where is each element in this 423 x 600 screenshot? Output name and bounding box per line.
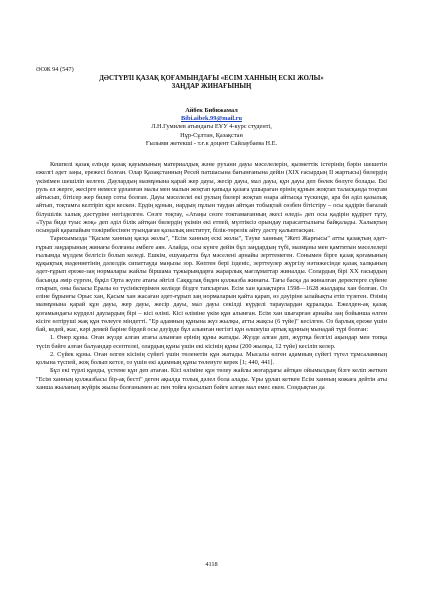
author-affiliation: Л.Н.Гумилев атындағы ЕҰУ 4-курс студенті, (151, 123, 272, 131)
paragraph: Бұл екі түрлі құнды, үстеме құн деп атаған. Кісі өліміне құн төлеу жайлы жоғардағы айтқан ойымыздың бізге келіп жеткен "Есім ханның қолжазбасы бір-ақ бесті" деген ақылда толық дәлел бола алады. Ұры ұрлап кеткен Есім ханның кожаға дейтін аты ханша жыланың жүйрік жылы болғанымен ас пен тойға қосылып бәйге алған мал емес екен. Сондықтан да (36, 367, 387, 391)
author-email-link[interactable]: Bibi.aibek.99@mail.ru (181, 115, 242, 123)
paragraph: Тарихымызда "Қасым ханның қасқа жолы", "Есім ханның ескі жолы", Тәуке ханның "Жеті Жарғысы" атты қазақтың әдет-ғұрып заңдарының жинағы болғаны әмбеге аян. Алайда, осы күнге дейін бұл заңдардың түбі, мазмұны мен қамтитын мәселелері ғылымда мүлдем белгісіз болып келеді. Ешкім, ешуақытта бұл мәселені арнайы зерттемеген. Сонымен бірге қазақ қоғамының құқықтық мәдениетінің дәлелдік сипаттауда маңызы зор. Көптен бері ізденіс, зерттеулер жүргізу нәтижесінде қазақ халқының әдет-ғұрып ереже-заң нормалары жайлы біршама тұжырымдарға жарарлық мағлұматтар жиналды. Солардың бірі ХХ ғасырдың басында әмір сүрген, бұқіл Орта жүзге атағы әйгілі Саққұлақ биден қолжазба жинағы. Тағы басқа да жиналған деректерге сүйене отырып, оны баласы Ералы өз түсініктерімен келіеде біздге тапсырған. Есім хан қазақтарға 1598—1628 жылдары хан болған. Оз еліне бұрынғы Орыс хан, Қасым хан жасаған әдет-ғұрып заң нормаларын қайта қарап, өз дәуіріне ылайықты етіп түзеген. Өзінің мазмұнына қарай құн дауы, жер дауы, жесір дауы, мал дауы секілді күрделі тараулардан құралады. Ежелден-ақ қазақ қоғамындағы күрделі даулардың бірі – кісі өлімі. Кісі өліміне үкім құн алынған. Есім хан шығарған арнайы заң бойынша өлген кісіге өлтірушi жақ құн төлеуге міндетті. "Ер адамның құнына жүз жылқы, атты жақсы (6 түйе)" кесілген. Оз барлық ереже үшін бай, кедей, жас, кәрі демей барінe бірдей осы дәуірде бұл алынған негізгі құн өлшеуіш артық құнның мынадай түрі болған: (36, 235, 387, 333)
title-line-2: ЗАҢДАР ЖИНАҒЫНЫҢ (171, 83, 252, 91)
author-block (36, 107, 387, 148)
article-body (36, 161, 387, 392)
paragraph: Кешпелі қазақ елінде қазақ қауымының материалдық және рухани дауы мәселелерін, қызметтік істерінің бәрін шешетін ежелгі әдет заңы, ережесі болған. Олар Қазақстанның Ресей патшасына бағынғанына дейін (XIX ғасырдың II жартысы) билердің үкімімен шешіліп келген. Даулардың мазмұнына қарай жер дауы, жесір дауы, мал дауы, құн дауы деп бөлек бөлуге болады. Екі руль ел жерге, жесірге немесе ұрланған малы мен малын жоқтап қапыда қазаға ұшыраған ерінің құнын жоқтап таласқанда тоқтам айтысып, бітісер жер билер соты болған. Дауы мәселелеі екі рулың билері жоқтап өзара айтысқа түскенде, ара би әділ қазылық айтып, тоқтамға келтіріп құн кескен. Ердің құнын, нардың пұлын таудан айтқан тобықтай сөзбен бітістіру – осы қадірін бағалай білушілік халық дәстүріне негізделген. Сөзге тоқтау, «Атаңы сөзге токтамағанның әкесі өледі» деп осы қадірін құдірет тұту, «Тура биде туыс жоқ» деп әділ білік айтқан билердің үкімін екі етпей, мүлтіксіз орындау парасаттылығы байқалады. Халықтың осындай қарапайым тәжірибесінен туындаған қазылық институт, білік-төрелік айту дәстү қалыптасқан. (36, 161, 387, 234)
paragraph: 2. Сүйек құны. Оған өлген кісінің сүйегі үшін төленетін құн жатады. Мысалы өлген адамның сүйегі түгел тұмсаламның қолына түспей, жоқ болып кетсе, оз үшін екі адамның құны төленуге керек [1; 440, 441]. (36, 350, 387, 366)
article-title (36, 75, 387, 92)
author-city: Нұр-Сұлтан, Қазақстан (180, 131, 243, 139)
author-name: Айбек Бибижамал (185, 107, 238, 114)
supervisor: Ғылыми жетекші - т.ғ.к доцент Сайлаубаева Н.Е. (145, 139, 278, 147)
udc-code: ӘОЖ 94 (547) (36, 66, 74, 73)
paragraph: 1. Өнер құны. Оған жүзде алған атағы алынған ерінің құны жатады. Жүзде алған деп, жүртқа белгілі ақындар мен топқа түсіп бәйге алған балуандар есептелеі, олардың құны үшін екі кісінің құны (200 жылқы, 12 түйе) кесіліп келер. (36, 334, 387, 350)
page-number: 4118 (205, 561, 218, 568)
title-line-1: ДӘСТҮРЛІ ҚАЗАҚ ҚОҒАМЫНДАҒЫ «ЕСІМ ХАННЫҢ ЕСКІ ЖОЛЫ» (99, 75, 324, 82)
